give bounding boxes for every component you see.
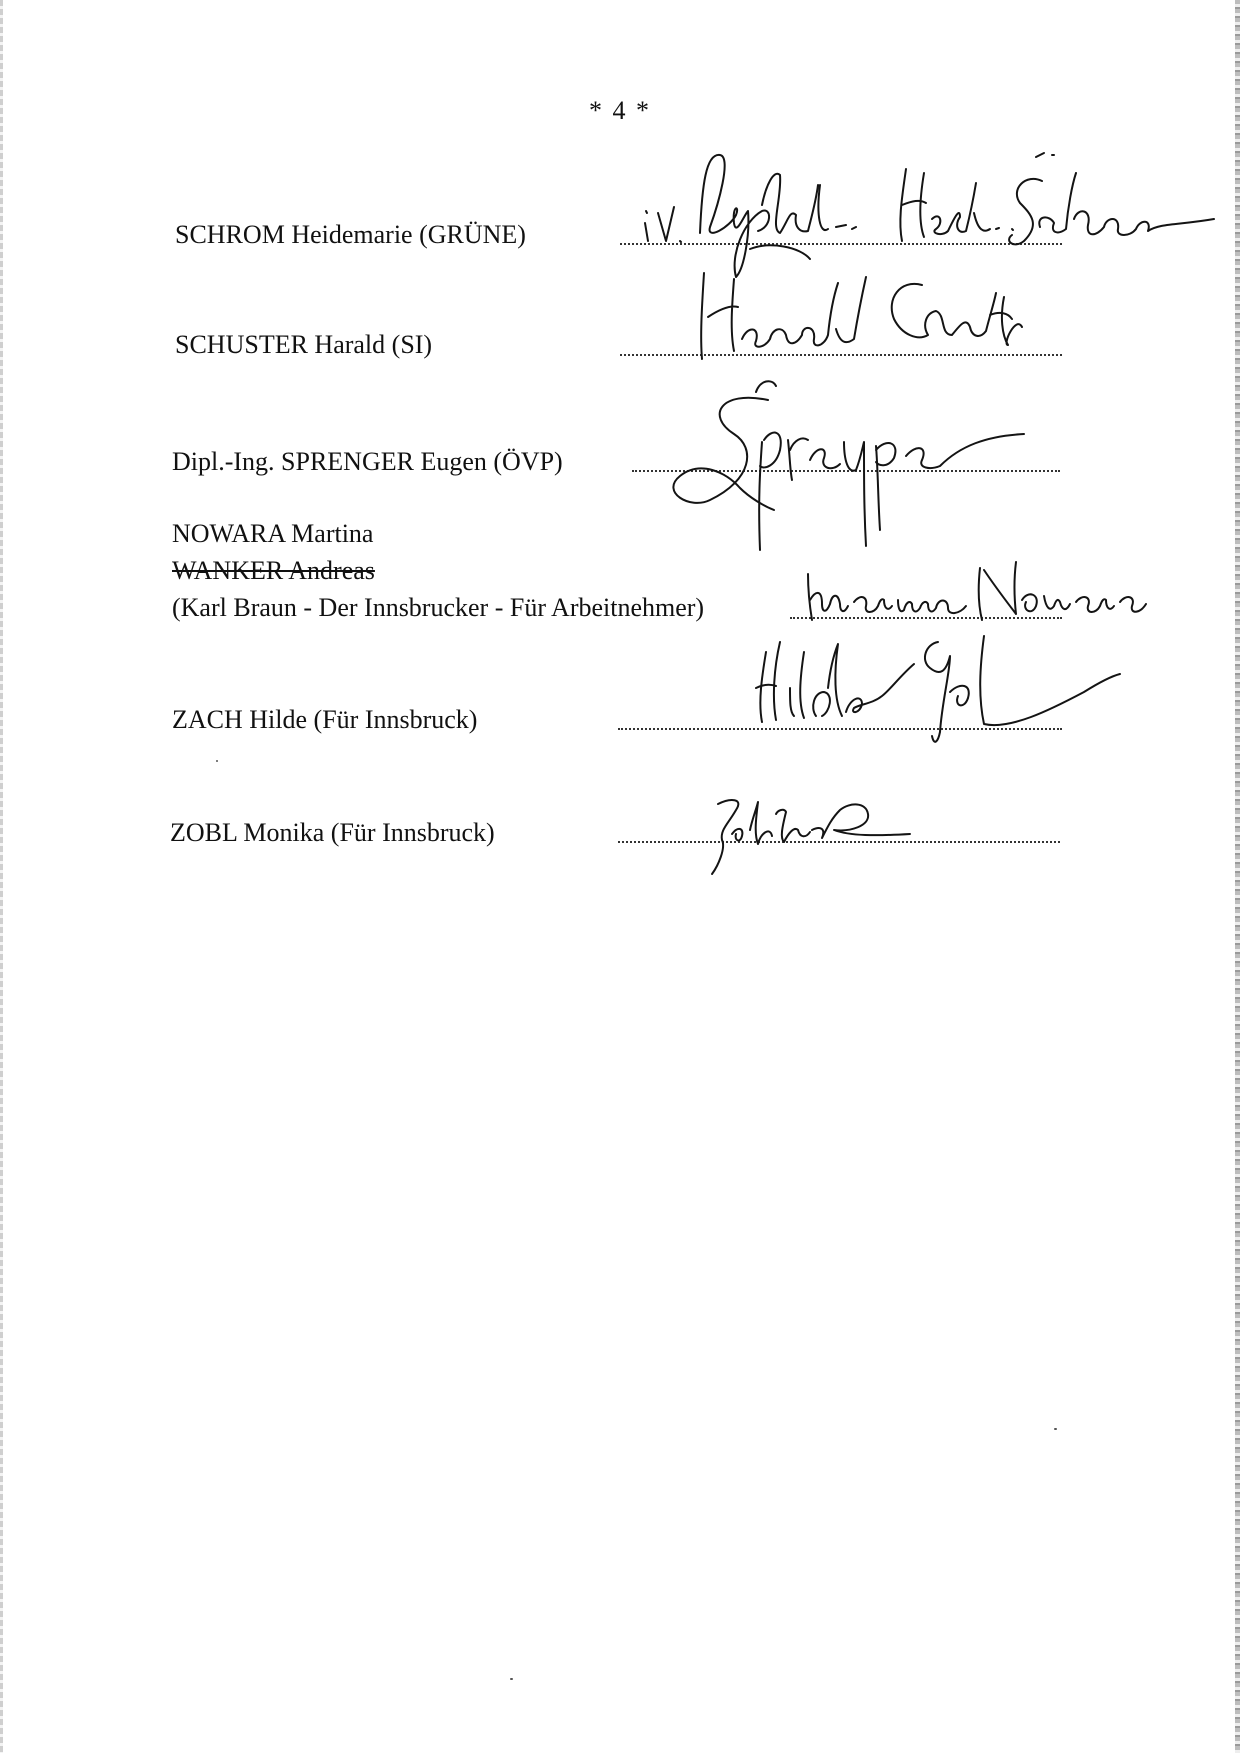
- page-number: * 4 *: [589, 96, 651, 125]
- signature-zobl: [700, 790, 920, 880]
- signature-nowara: [800, 560, 1200, 640]
- signatory-name-zach: ZACH Hilde (Für Innsbruck): [172, 705, 478, 734]
- scan-edge-left: [0, 0, 3, 1753]
- signatory-name-nowara: NOWARA Martina: [172, 519, 374, 548]
- scan-edge-right: [1235, 0, 1240, 1753]
- signature-zach: [750, 632, 1150, 752]
- scan-speck: [510, 1678, 513, 1680]
- signatory-party-braun: (Karl Braun - Der Innsbrucker - Für Arbeitnehmer): [172, 593, 705, 622]
- signature-sprenger: [660, 370, 1040, 560]
- signatory-name-schuster: SCHUSTER Harald (SI): [175, 330, 433, 359]
- scan-speck: [216, 760, 218, 762]
- signatory-name-wanker-struck: WANKER Andreas: [172, 556, 375, 585]
- signature-schuster: [690, 255, 1050, 375]
- scan-speck: [1054, 1428, 1057, 1430]
- signatory-name-sprenger: Dipl.-Ing. SPRENGER Eugen (ÖVP): [172, 447, 563, 476]
- signatory-name-zobl: ZOBL Monika (Für Innsbruck): [170, 818, 495, 847]
- signatory-name-schrom: SCHROM Heidemarie (GRÜNE): [175, 220, 526, 249]
